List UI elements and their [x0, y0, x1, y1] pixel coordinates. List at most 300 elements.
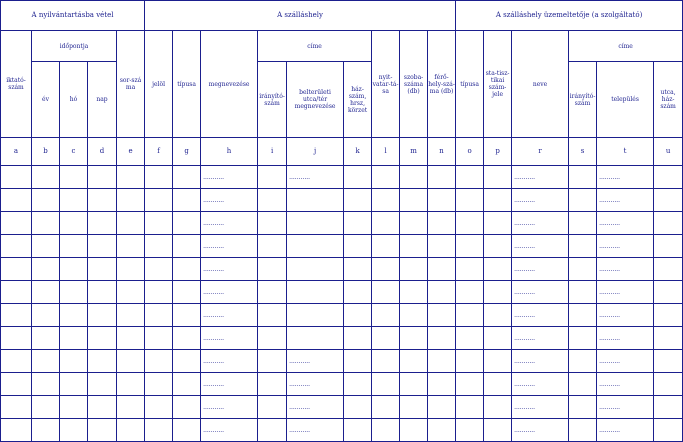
table-cell[interactable] [145, 235, 173, 258]
table-cell[interactable] [258, 281, 287, 304]
table-cell[interactable] [201, 396, 258, 419]
table-cell[interactable] [654, 327, 683, 350]
table-cell[interactable] [456, 373, 484, 396]
header-neve: neve [512, 31, 569, 138]
table-cell[interactable] [569, 258, 597, 281]
table-cell[interactable] [569, 373, 597, 396]
table-cell[interactable] [428, 189, 456, 212]
fill-in-dots: ........... [514, 288, 536, 296]
table-cell[interactable] [654, 373, 683, 396]
table-cell[interactable] [400, 212, 428, 235]
fill-in-dots: ........... [514, 334, 536, 342]
table-cell[interactable] [145, 281, 173, 304]
table-cell[interactable] [287, 327, 344, 350]
table-cell[interactable] [60, 166, 88, 189]
table-cell[interactable] [569, 350, 597, 373]
table-cell[interactable] [428, 396, 456, 419]
table-cell[interactable] [484, 235, 512, 258]
table-cell[interactable] [60, 189, 88, 212]
table-cell[interactable] [1, 258, 32, 281]
table-cell[interactable] [88, 373, 117, 396]
table-cell[interactable] [597, 281, 654, 304]
table-cell[interactable] [88, 350, 117, 373]
table-cell[interactable] [60, 235, 88, 258]
table-cell[interactable] [173, 281, 201, 304]
table-cell[interactable] [512, 235, 569, 258]
table-cell[interactable] [117, 419, 145, 442]
table-cell[interactable] [456, 327, 484, 350]
header-registration: A nyilvántartásba vétel [1, 1, 145, 31]
table-cell[interactable] [654, 304, 683, 327]
table-cell[interactable] [654, 419, 683, 442]
table-cell[interactable] [258, 419, 287, 442]
table-cell[interactable] [88, 281, 117, 304]
table-cell[interactable] [117, 304, 145, 327]
table-cell[interactable] [145, 304, 173, 327]
header-jelol: jelöl [145, 31, 173, 138]
fill-in-dots: ........... [599, 426, 621, 434]
table-cell[interactable] [201, 304, 258, 327]
table-cell[interactable] [258, 350, 287, 373]
table-cell[interactable] [597, 304, 654, 327]
table-cell[interactable] [258, 396, 287, 419]
table-cell[interactable] [32, 166, 60, 189]
column-letter: s [569, 138, 597, 166]
table-cell[interactable] [484, 350, 512, 373]
table-cell[interactable] [484, 396, 512, 419]
table-cell[interactable] [512, 212, 569, 235]
column-letter: i [258, 138, 287, 166]
table-cell[interactable] [428, 235, 456, 258]
table-cell[interactable] [484, 304, 512, 327]
fill-in-dots: ........... [203, 219, 225, 227]
table-cell[interactable] [117, 189, 145, 212]
table-cell[interactable] [484, 166, 512, 189]
table-cell[interactable] [32, 281, 60, 304]
table-cell[interactable] [287, 350, 344, 373]
table-cell[interactable] [60, 258, 88, 281]
table-cell[interactable] [117, 396, 145, 419]
table-cell[interactable] [428, 419, 456, 442]
table-cell[interactable] [372, 373, 400, 396]
table-cell[interactable] [1, 281, 32, 304]
table-cell[interactable] [372, 281, 400, 304]
table-cell[interactable] [145, 396, 173, 419]
table-cell[interactable] [258, 373, 287, 396]
fill-in-dots: ........... [599, 242, 621, 250]
table-cell[interactable] [597, 166, 654, 189]
table-cell[interactable] [400, 419, 428, 442]
table-cell[interactable] [173, 327, 201, 350]
table-cell[interactable] [201, 212, 258, 235]
table-cell[interactable] [287, 235, 344, 258]
table-cell[interactable] [569, 419, 597, 442]
fill-in-dots: ........... [289, 380, 311, 388]
table-cell[interactable] [654, 258, 683, 281]
table-cell[interactable] [597, 327, 654, 350]
table-cell[interactable] [117, 166, 145, 189]
table-cell[interactable] [258, 304, 287, 327]
table-cell[interactable] [145, 373, 173, 396]
fill-in-dots: ........... [599, 403, 621, 411]
table-cell[interactable] [344, 212, 372, 235]
table-cell[interactable] [1, 419, 32, 442]
table-cell[interactable] [32, 304, 60, 327]
table-cell[interactable] [456, 419, 484, 442]
table-cell[interactable] [60, 304, 88, 327]
table-row [1, 235, 683, 258]
table-cell[interactable] [201, 166, 258, 189]
table-cell[interactable] [372, 304, 400, 327]
fill-in-dots: ........... [289, 357, 311, 365]
table-cell[interactable] [344, 373, 372, 396]
table-cell[interactable] [201, 327, 258, 350]
table-cell[interactable] [60, 419, 88, 442]
table-cell[interactable] [60, 281, 88, 304]
table-cell[interactable] [428, 258, 456, 281]
table-cell[interactable] [597, 258, 654, 281]
table-cell[interactable] [372, 212, 400, 235]
table-cell[interactable] [428, 350, 456, 373]
fill-in-dots: ........... [289, 173, 311, 181]
table-cell[interactable] [173, 189, 201, 212]
table-cell[interactable] [201, 350, 258, 373]
table-cell[interactable] [32, 212, 60, 235]
fill-in-dots: ........... [203, 242, 225, 250]
table-cell[interactable] [145, 166, 173, 189]
table-cell[interactable] [484, 327, 512, 350]
fill-in-dots: ........... [203, 196, 225, 204]
table-cell[interactable] [60, 327, 88, 350]
table-row [1, 258, 683, 281]
table-cell[interactable] [400, 396, 428, 419]
table-cell[interactable] [344, 166, 372, 189]
table-cell[interactable] [60, 350, 88, 373]
table-cell[interactable] [117, 350, 145, 373]
table-cell[interactable] [569, 281, 597, 304]
table-cell[interactable] [145, 189, 173, 212]
table-cell[interactable] [117, 281, 145, 304]
table-cell[interactable] [173, 166, 201, 189]
table-cell[interactable] [484, 419, 512, 442]
table-cell[interactable] [258, 235, 287, 258]
fill-in-dots: ........... [599, 357, 621, 365]
table-cell[interactable] [654, 396, 683, 419]
table-cell[interactable] [372, 419, 400, 442]
table-cell[interactable] [173, 235, 201, 258]
table-cell[interactable] [258, 258, 287, 281]
table-cell[interactable] [88, 304, 117, 327]
table-cell[interactable] [597, 235, 654, 258]
table-cell[interactable] [654, 166, 683, 189]
table-row [1, 419, 683, 442]
table-cell[interactable] [569, 166, 597, 189]
table-cell[interactable] [512, 304, 569, 327]
table-cell[interactable] [88, 327, 117, 350]
table-cell[interactable] [117, 373, 145, 396]
header-tipus: típusa [173, 31, 201, 138]
table-cell[interactable] [400, 350, 428, 373]
fill-in-dots: ........... [203, 288, 225, 296]
table-cell[interactable] [484, 281, 512, 304]
fill-in-dots: ........... [514, 426, 536, 434]
header-cime: címe [258, 31, 372, 62]
table-cell[interactable] [1, 235, 32, 258]
table-cell[interactable] [32, 327, 60, 350]
table-cell[interactable] [145, 212, 173, 235]
table-cell[interactable] [32, 373, 60, 396]
table-cell[interactable] [654, 281, 683, 304]
table-cell[interactable] [372, 350, 400, 373]
table-cell[interactable] [1, 327, 32, 350]
table-cell[interactable] [484, 212, 512, 235]
table-cell[interactable] [287, 304, 344, 327]
table-cell[interactable] [344, 396, 372, 419]
table-cell[interactable] [60, 396, 88, 419]
table-cell[interactable] [32, 235, 60, 258]
table-cell[interactable] [372, 189, 400, 212]
table-cell[interactable] [400, 327, 428, 350]
table-cell[interactable] [456, 304, 484, 327]
table-cell[interactable] [344, 281, 372, 304]
table-cell[interactable] [88, 166, 117, 189]
table-cell[interactable] [287, 281, 344, 304]
column-letter: l [372, 138, 400, 166]
table-cell[interactable] [88, 396, 117, 419]
table-cell[interactable] [88, 235, 117, 258]
table-cell[interactable] [287, 166, 344, 189]
column-letter: j [287, 138, 344, 166]
table-cell[interactable] [512, 166, 569, 189]
table-cell[interactable] [32, 258, 60, 281]
table-cell[interactable] [145, 350, 173, 373]
fill-in-dots: ........... [599, 311, 621, 319]
table-cell[interactable] [88, 212, 117, 235]
table-cell[interactable] [117, 258, 145, 281]
table-cell[interactable] [456, 166, 484, 189]
table-cell[interactable] [145, 258, 173, 281]
table-cell[interactable] [344, 258, 372, 281]
table-cell[interactable] [117, 212, 145, 235]
fill-in-dots: ........... [203, 403, 225, 411]
table-cell[interactable] [145, 419, 173, 442]
table-cell[interactable] [654, 212, 683, 235]
table-cell[interactable] [32, 350, 60, 373]
table-cell[interactable] [344, 350, 372, 373]
table-cell[interactable] [512, 396, 569, 419]
table-cell[interactable] [344, 419, 372, 442]
table-cell[interactable] [117, 235, 145, 258]
table-row [1, 350, 683, 373]
table-cell[interactable] [32, 396, 60, 419]
table-cell[interactable] [597, 373, 654, 396]
table-cell[interactable] [569, 327, 597, 350]
table-row [1, 281, 683, 304]
table-cell[interactable] [569, 212, 597, 235]
table-cell[interactable] [569, 235, 597, 258]
table-cell[interactable] [597, 189, 654, 212]
table-cell[interactable] [145, 327, 173, 350]
table-cell[interactable] [60, 212, 88, 235]
table-cell[interactable] [344, 327, 372, 350]
table-cell[interactable] [258, 166, 287, 189]
table-cell[interactable] [512, 419, 569, 442]
fill-in-dots: ........... [289, 426, 311, 434]
table-cell[interactable] [287, 212, 344, 235]
table-cell[interactable] [258, 327, 287, 350]
table-cell[interactable] [512, 258, 569, 281]
header-szobaszam: szoba-száma (db) [400, 31, 428, 138]
fill-in-dots: ........... [599, 380, 621, 388]
table-cell[interactable] [344, 304, 372, 327]
table-cell[interactable] [569, 396, 597, 419]
table-row [1, 189, 683, 212]
table-cell[interactable] [512, 281, 569, 304]
table-cell[interactable] [201, 281, 258, 304]
table-cell[interactable] [173, 373, 201, 396]
table-cell[interactable] [344, 189, 372, 212]
table-cell[interactable] [88, 258, 117, 281]
table-cell[interactable] [287, 373, 344, 396]
table-cell[interactable] [287, 419, 344, 442]
table-cell[interactable] [173, 212, 201, 235]
table-cell[interactable] [456, 258, 484, 281]
table-cell[interactable] [1, 373, 32, 396]
column-letter: k [344, 138, 372, 166]
table-cell[interactable] [400, 166, 428, 189]
table-cell[interactable] [372, 258, 400, 281]
table-cell[interactable] [512, 373, 569, 396]
column-letter: a [1, 138, 32, 166]
header-accommodation: A szálláshely [145, 1, 456, 31]
table-cell[interactable] [597, 350, 654, 373]
table-cell[interactable] [201, 235, 258, 258]
column-letter: f [145, 138, 173, 166]
table-cell[interactable] [258, 212, 287, 235]
table-cell[interactable] [173, 419, 201, 442]
table-cell[interactable] [597, 396, 654, 419]
table-cell[interactable] [400, 235, 428, 258]
table-cell[interactable] [654, 350, 683, 373]
table-cell[interactable] [512, 189, 569, 212]
fill-in-dots: ........... [203, 173, 225, 181]
column-letter: n [428, 138, 456, 166]
table-cell[interactable] [428, 304, 456, 327]
fill-in-dots: ........... [599, 334, 621, 342]
column-letter: e [117, 138, 145, 166]
table-cell[interactable] [117, 327, 145, 350]
table-cell[interactable] [287, 396, 344, 419]
table-cell[interactable] [372, 327, 400, 350]
table-cell[interactable] [344, 235, 372, 258]
table-cell[interactable] [1, 212, 32, 235]
table-cell[interactable] [32, 419, 60, 442]
table-cell[interactable] [258, 189, 287, 212]
table-cell[interactable] [201, 373, 258, 396]
table-cell[interactable] [484, 189, 512, 212]
table-cell[interactable] [428, 373, 456, 396]
table-cell[interactable] [456, 235, 484, 258]
table-cell[interactable] [400, 258, 428, 281]
table-cell[interactable] [456, 212, 484, 235]
table-cell[interactable] [597, 212, 654, 235]
table-cell[interactable] [428, 166, 456, 189]
table-cell[interactable] [400, 281, 428, 304]
table-cell[interactable] [372, 166, 400, 189]
table-cell[interactable] [512, 327, 569, 350]
table-cell[interactable] [456, 281, 484, 304]
column-letter: b [32, 138, 60, 166]
table-cell[interactable] [1, 166, 32, 189]
fill-in-dots: ........... [514, 357, 536, 365]
table-cell[interactable] [372, 396, 400, 419]
fill-in-dots: ........... [599, 196, 621, 204]
table-cell[interactable] [400, 304, 428, 327]
column-letter: c [60, 138, 88, 166]
table-cell[interactable] [60, 373, 88, 396]
table-cell[interactable] [512, 350, 569, 373]
table-cell[interactable] [654, 235, 683, 258]
table-cell[interactable] [654, 189, 683, 212]
table-cell[interactable] [201, 189, 258, 212]
table-row [1, 304, 683, 327]
table-cell[interactable] [456, 350, 484, 373]
table-cell[interactable] [569, 189, 597, 212]
table-cell[interactable] [1, 189, 32, 212]
table-row [1, 166, 683, 189]
fill-in-dots: ........... [514, 219, 536, 227]
table-cell[interactable] [428, 281, 456, 304]
header-sorszam: sor-szá ma [117, 31, 145, 138]
table-cell[interactable] [484, 258, 512, 281]
table-cell[interactable] [372, 235, 400, 258]
table-cell[interactable] [32, 189, 60, 212]
column-letter: d [88, 138, 117, 166]
table-row [1, 396, 683, 419]
fill-in-dots: ........... [514, 265, 536, 273]
data-rows [1, 166, 683, 442]
table-cell[interactable] [400, 373, 428, 396]
table-cell[interactable] [569, 304, 597, 327]
table-cell[interactable] [88, 419, 117, 442]
table-cell[interactable] [287, 258, 344, 281]
header-row-2 [1, 31, 683, 62]
table-cell[interactable] [428, 327, 456, 350]
table-cell[interactable] [173, 304, 201, 327]
table-cell[interactable] [201, 258, 258, 281]
table-cell[interactable] [484, 373, 512, 396]
header-hazszam: ház-szám, hrsz, körzet [344, 62, 372, 138]
table-cell[interactable] [456, 396, 484, 419]
table-cell[interactable] [173, 350, 201, 373]
table-cell[interactable] [400, 189, 428, 212]
table-cell[interactable] [201, 419, 258, 442]
table-cell[interactable] [88, 189, 117, 212]
table-cell[interactable] [1, 350, 32, 373]
table-cell[interactable] [287, 189, 344, 212]
table-cell[interactable] [173, 258, 201, 281]
fill-in-dots: ........... [514, 242, 536, 250]
table-cell[interactable] [173, 396, 201, 419]
table-cell[interactable] [597, 419, 654, 442]
table-cell[interactable] [1, 304, 32, 327]
table-cell[interactable] [1, 396, 32, 419]
header-iranyitoszam2: irányító-szám [569, 62, 597, 138]
fill-in-dots: ........... [514, 311, 536, 319]
fill-in-dots: ........... [203, 380, 225, 388]
table-cell[interactable] [456, 189, 484, 212]
table-cell[interactable] [428, 212, 456, 235]
